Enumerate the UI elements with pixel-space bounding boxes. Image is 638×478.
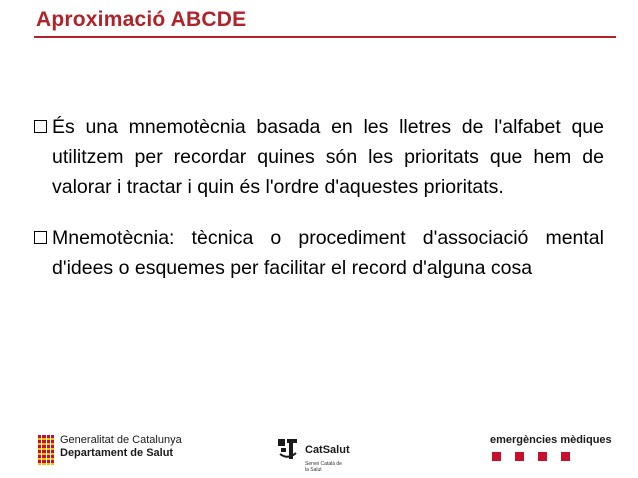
gencat-text — [60, 434, 182, 460]
footer-logos — [0, 430, 638, 478]
catsalut-subtitle: Servei Català de la Salut — [305, 461, 342, 473]
gencat-line1: Generalitat de Catalunya — [60, 434, 182, 446]
bullet-square-icon — [34, 120, 47, 133]
bullet-square-icon — [34, 231, 47, 244]
senyera-icon — [38, 435, 54, 465]
bullet-text: Mnemotècnia: tècnica o procediment d'associació mental d'idees o esquemes per facilitar el record d'alguna cosa — [52, 227, 604, 279]
bullet-item-mnemotecnia — [32, 223, 604, 283]
emergencies-logo — [490, 434, 612, 461]
gencat-logo — [38, 434, 182, 465]
catsalut-name: CatSalut — [305, 444, 350, 456]
gencat-line2: Departament de Salut — [60, 447, 174, 459]
catsalut-icon — [278, 436, 300, 460]
bullet-item-definition — [32, 112, 604, 202]
emergencies-squares-icon — [492, 452, 612, 461]
slide-title: Aproximació ABCDE — [36, 8, 247, 31]
bullet-list — [32, 112, 604, 283]
title-underline — [34, 36, 616, 38]
bullet-text: És una mnemotècnia basada en les lletres de l'alfabet que utilitzem per recordar quines són les prioritats que hem de valorar i tractar i quin és l'ordre d'aquestes prioritats. — [52, 116, 604, 198]
emergencies-name: emergències mèdiques — [490, 434, 612, 446]
